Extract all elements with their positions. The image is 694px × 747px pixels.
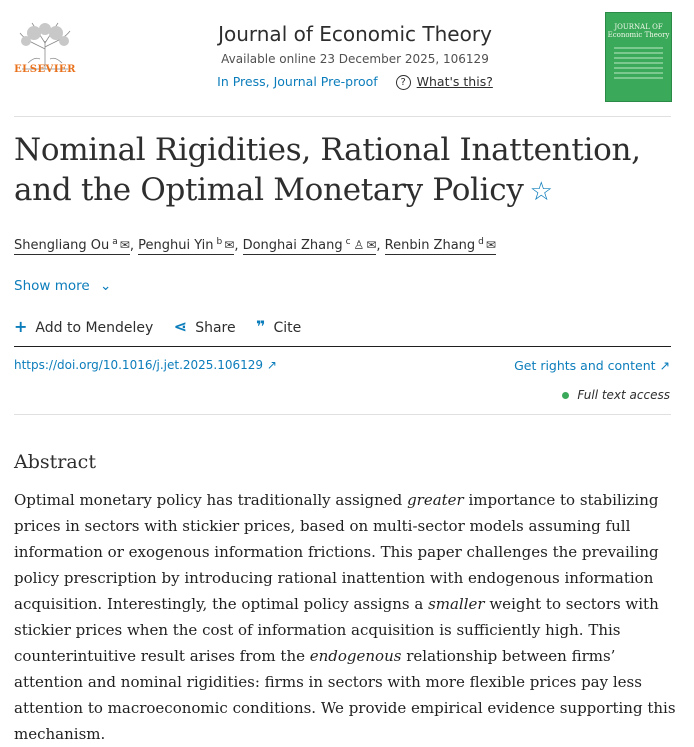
journal-info — [170, 22, 540, 90]
author-link[interactable] — [138, 238, 234, 255]
cite-button[interactable] — [256, 317, 301, 336]
add-to-mendeley-button[interactable] — [14, 317, 153, 336]
person-icon: ♙ — [353, 238, 365, 253]
share-button[interactable] — [174, 317, 236, 336]
abstract-span: Optimal monetary policy has traditionally assigned — [14, 491, 408, 509]
whats-this-link[interactable] — [396, 74, 493, 89]
plus-icon: + — [14, 317, 28, 336]
available-online: Available online 23 December 2025, 106129 — [221, 52, 489, 66]
author-name: Penghui Yin — [138, 238, 214, 254]
rights-text: Get rights and content — [514, 358, 656, 373]
in-press-link[interactable]: In Press, Journal Pre-proof — [217, 74, 378, 89]
author-name: Shengliang Ou — [14, 238, 110, 254]
affiliation-marker: a — [112, 237, 118, 247]
doi-link[interactable] — [14, 358, 277, 372]
publisher-wordmark: ELSEVIER — [14, 64, 76, 75]
help-icon: ? — [396, 75, 411, 90]
journal-header — [0, 0, 694, 118]
divider — [14, 346, 671, 347]
affiliation-marker: d — [478, 237, 484, 247]
abstract-span: relationship between firms’ attention and nominal rigidities: firms in sectors with more flexible prices pay less attention to macroeconomic conditions. We provide empirical evidence supporting this mechanism. — [14, 647, 676, 743]
author-link[interactable] — [243, 238, 377, 255]
abstract-span: weight to sectors with stickier prices when the cost of information acquisition is sufficiently high. This counterintuitive result arises from the — [14, 595, 659, 665]
email-icon: ✉ — [485, 238, 496, 253]
author-name: Renbin Zhang — [384, 238, 476, 254]
show-more-button[interactable] — [14, 278, 111, 294]
share-label: Share — [195, 320, 236, 336]
access-dot-icon — [562, 392, 569, 399]
journal-title[interactable]: Journal of Economic Theory — [218, 22, 492, 46]
author-name: Donghai Zhang — [242, 238, 343, 254]
access-text: Full text access — [577, 388, 670, 402]
journal-cover-thumbnail[interactable] — [605, 12, 672, 102]
cover-title: JOURNAL OF Economic Theory — [607, 23, 670, 39]
doi-text: https://doi.org/10.1016/j.jet.2025.106129 — [14, 358, 264, 372]
abstract-text — [14, 487, 680, 747]
cover-lines — [614, 47, 663, 79]
abstract-heading: Abstract — [14, 451, 96, 473]
divider — [14, 414, 671, 415]
affiliation-marker: c — [345, 237, 351, 247]
whats-this-label: What's this? — [416, 74, 493, 89]
cite-label: Cite — [273, 320, 302, 336]
star-icon[interactable]: ☆ — [529, 177, 553, 207]
external-link-icon: ↗ — [266, 358, 277, 372]
add-label: Add to Mendeley — [35, 320, 154, 336]
abstract-emphasis: endogenous — [309, 647, 402, 665]
affiliation-marker: b — [216, 237, 223, 247]
share-icon: ⋖ — [173, 317, 188, 336]
divider — [14, 116, 671, 117]
external-link-icon: ↗ — [659, 358, 670, 373]
show-more-label: Show more — [14, 278, 90, 294]
author-list: Shengliang Ou $^a$ ✉, Penghui Yin $^b$ ✉, Donghai Zhang $^c$ ♙ ✉, Renbin Zhang $^d$ ✉ — [14, 237, 496, 254]
email-icon: ✉ — [366, 238, 377, 253]
author-link[interactable] — [385, 238, 496, 255]
chevron-down-icon: ⌄ — [99, 278, 112, 294]
abstract-emphasis: greater — [407, 491, 464, 509]
email-icon: ✉ — [119, 238, 130, 253]
author-link[interactable] — [14, 238, 130, 255]
article-title — [14, 130, 684, 212]
abstract-emphasis: smaller — [428, 595, 485, 613]
article-title-text: Nominal Rigidities, Rational Inattention, and the Optimal Monetary Policy — [14, 132, 641, 208]
email-icon: ✉ — [224, 238, 235, 253]
access-status — [562, 388, 670, 402]
quote-icon: ❞ — [256, 317, 266, 336]
article-actions — [14, 317, 317, 336]
article-status — [170, 74, 540, 90]
abstract-span: importance to stabilizing prices in sectors with stickier prices, based on multi-sector models assuming full information or exogenous information frictions. This paper challenges the prevailing policy prescription by introducing rational inattention with endogenous information acquisition. Interestingly, the optimal policy assigns a — [14, 491, 659, 613]
rights-link[interactable] — [514, 358, 670, 373]
